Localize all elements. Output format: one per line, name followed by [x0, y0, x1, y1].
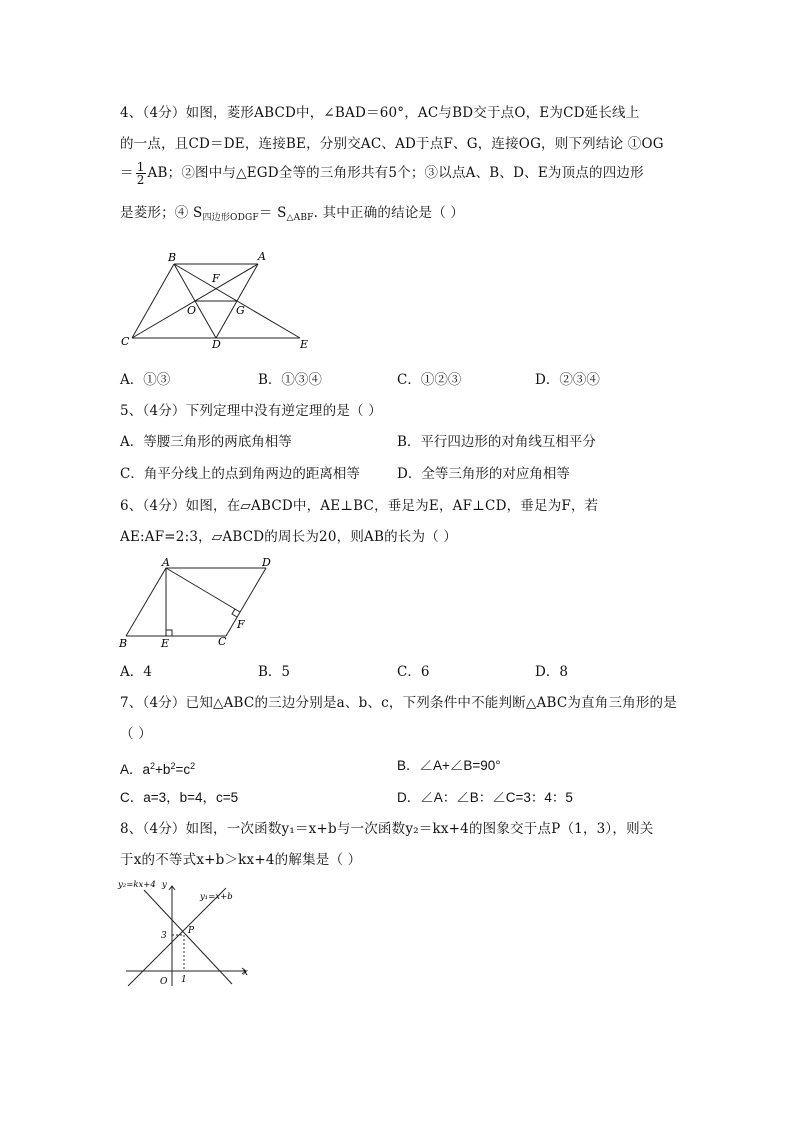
q4-line-3-rest: AB；②图中与△EGD全等的三角形共有5个；③以点A、B、D、E为顶点的四边形	[147, 165, 644, 181]
q4-line-3-start: ＝	[120, 165, 134, 181]
q8-line-1: 8、（4分）如图，一次函数y₁＝x+b与一次函数y₂＝kx+4的图象交于点P（1，3），则关	[120, 821, 654, 837]
q6-parallelogram-figure	[116, 554, 284, 650]
q6-label-D: D	[262, 556, 271, 569]
q8-label-y1: y₁=x+b	[200, 892, 233, 902]
q6-option-b[interactable]: B．5	[258, 664, 291, 680]
q8-tick-3: 3	[161, 931, 167, 941]
q7-option-a[interactable]	[120, 757, 195, 779]
q6-line-1: 6、（4分）如图，在▱ABCD中，AE⊥BC，垂足为E，AF⊥CD，垂足为F，若	[120, 498, 599, 514]
q4-label-B: B	[168, 251, 177, 264]
q4-area-subscript-1: 四边形ODGF	[202, 213, 259, 223]
q8-origin-O: O	[160, 977, 168, 987]
q5-option-d[interactable]: D．全等三角形的对应角相等	[397, 466, 570, 482]
q6-label-E: E	[161, 637, 170, 650]
q7-line-1: 7、（4分）已知△ABC的三边分别是a、b、c，下列条件中不能判断△ABC为直角三角形的是	[120, 695, 677, 711]
q8-tick-1: 1	[181, 975, 187, 985]
q5-option-a[interactable]: A．等腰三角形的两底角相等	[120, 434, 292, 450]
q8-label-x-axis: x	[243, 968, 249, 978]
q4-label-E: E	[300, 338, 309, 351]
q4-option-d[interactable]: D．②③④	[535, 372, 600, 388]
q7-option-b[interactable]: B．∠A+∠B=90°	[397, 758, 501, 773]
q6-option-a[interactable]: A．4	[120, 664, 152, 680]
q6-label-F: F	[237, 618, 245, 631]
q6-label-B: B	[119, 637, 128, 650]
q7-option-a-part2: +b	[155, 762, 171, 777]
q4-line-2: 的一点，且CD＝DE，连接BE，分别交AC、AD于点F、G，连接OG，则下列结论 ①OG	[120, 136, 664, 152]
q4-option-a[interactable]: A．①③	[120, 372, 171, 388]
q6-option-d[interactable]: D．8	[535, 664, 568, 680]
q8-label-P: P	[188, 926, 195, 936]
q6-line-2: AE:AF=2:3，▱ABCD的周长为20，则AB的长为（ ）	[120, 529, 458, 545]
q4-option-b[interactable]: B．①③④	[258, 372, 322, 388]
q4-rhombus-figure	[118, 246, 318, 352]
q4-line-4-start: 是菱形；④ S	[120, 205, 203, 221]
q8-line-2: 于x的不等式x+b＞kx+4的解集是（ ）	[120, 852, 362, 868]
q6-option-c[interactable]: C．6	[397, 664, 430, 680]
q5-option-c[interactable]: C．角平分线上的点到角两边的距离相等	[120, 466, 360, 482]
q7-option-a-square-1: 2	[150, 761, 156, 771]
q8-label-y-axis: y	[162, 880, 167, 890]
q4-label-C: C	[121, 335, 130, 348]
q4-label-A: A	[258, 250, 266, 263]
q4-label-G: G	[236, 304, 245, 317]
q4-line-4-mid: ＝ S	[258, 205, 287, 221]
q4-label-D: D	[212, 338, 221, 351]
q4-line-4-end: . 其中正确的结论是（ ）	[313, 205, 465, 221]
q7-option-a-part3: =c	[175, 762, 191, 777]
q4-fraction-numerator: 1	[136, 160, 145, 174]
q6-label-C: C	[218, 635, 227, 648]
q4-option-c[interactable]: C．①②③	[397, 372, 462, 388]
q7-option-a-square-3: 2	[190, 761, 196, 771]
q7-option-a-part1: A．a	[120, 762, 151, 777]
q8-label-y2: y₂=kx+4	[118, 880, 156, 890]
q7-option-a-square-2: 2	[170, 761, 176, 771]
q4-label-O: O	[187, 304, 197, 317]
q4-label-F: F	[212, 272, 220, 285]
q4-line-1: 4、（4分）如图，菱形ABCD中，∠BAD＝60°，AC与BD交于点O，E为CD延长线上	[120, 105, 640, 121]
q4-area-subscript-2: △ABF	[286, 213, 314, 223]
q4-fraction-denominator: 2	[136, 173, 145, 187]
q4-line-3	[120, 161, 644, 186]
q5-stem: 5、（4分）下列定理中没有逆定理的是（ ）	[120, 403, 382, 419]
q5-option-b[interactable]: B．平行四边形的对角线互相平分	[397, 434, 596, 450]
q6-label-A: A	[162, 556, 170, 569]
q7-line-2: （ ）	[120, 726, 152, 742]
q4-fraction	[136, 161, 146, 186]
q7-option-d[interactable]: D．∠A：∠B：∠C=3：4：5	[397, 790, 573, 805]
q4-line-4	[120, 204, 464, 227]
q8-function-graph	[114, 874, 264, 990]
q7-option-c[interactable]: C．a=3，b=4，c=5	[120, 790, 239, 805]
